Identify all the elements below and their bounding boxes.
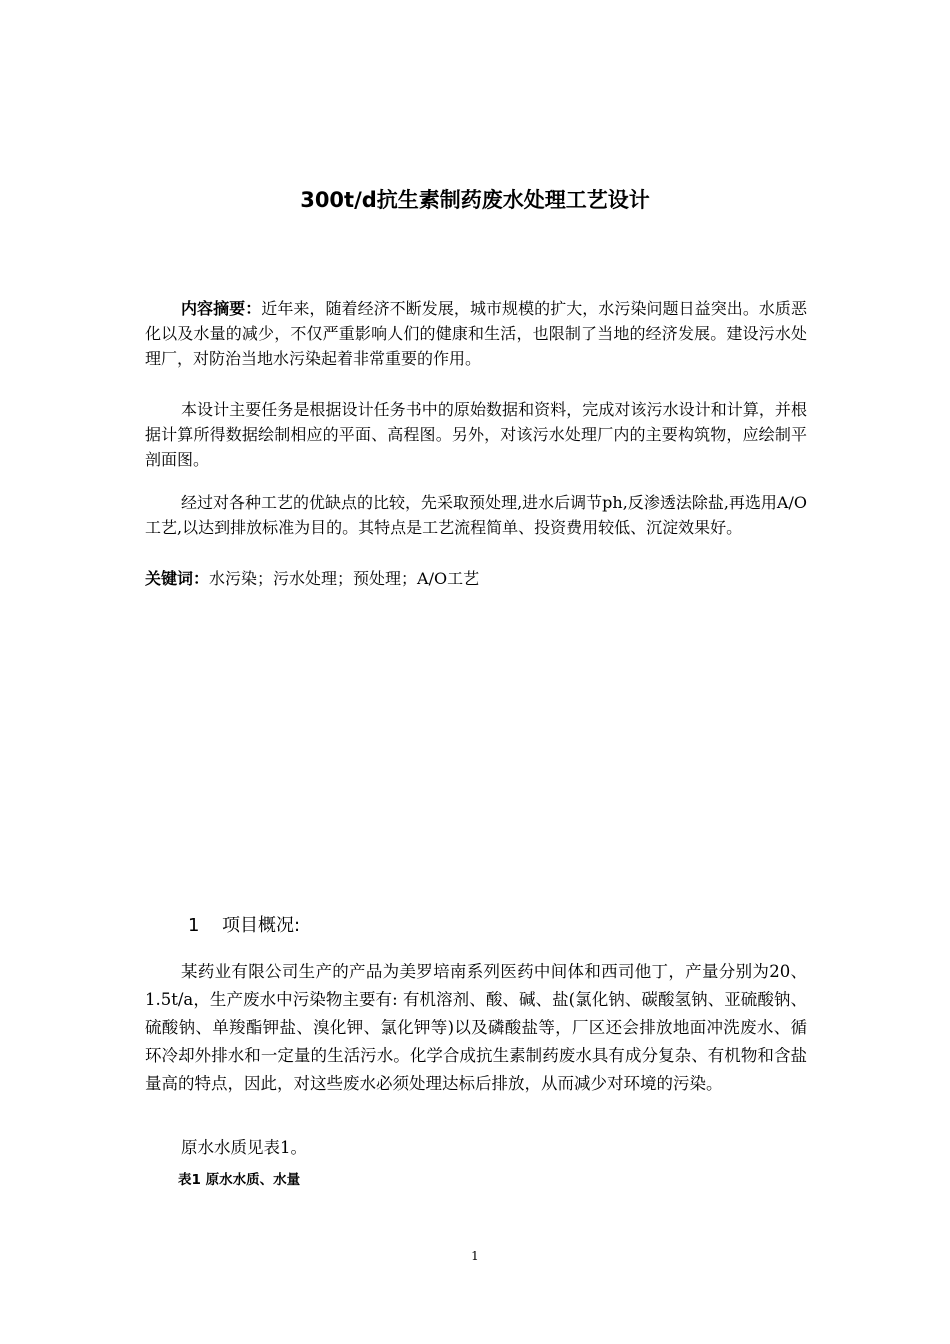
process-selection-paragraph: 经过对各种工艺的优缺点的比较，先采取预处理,进水后调节ph,反渗透法除盐,再选用A/O工艺,以达到排放标准为目的。其特点是工艺流程简单、投资费用较低、沉淀效果好。 [145,493,807,537]
section-title: 项目概况: [222,915,301,936]
design-task-paragraph: 本设计主要任务是根据设计任务书中的原始数据和资料，完成对该污水设计和计算，并根据计算所得数据绘制相应的平面、高程图。另外，对该污水处理厂内的主要构筑物，应绘制平剖面图。 [145,400,807,469]
keywords-line [145,566,807,591]
abstract-label: 内容摘要： [181,299,262,318]
abstract-text: 近年来，随着经济不断发展，城市规模的扩大，水污染问题日益突出。水质恶化以及水量的减少，不仅严重影响人们的健康和生活，也限制了当地的经济发展。建设污水处理厂，对防治当地水污染起着非常重要的作用。 [145,299,807,368]
document-title: 300t/d抗生素制药废水处理工艺设计 [300,188,650,212]
project-overview-paragraph: 某药业有限公司生产的产品为美罗培南系列医药中间体和西司他丁，产量分别为20、1.5t/a，生产废水中污染物主要有: 有机溶剂、酸、碱、盐(氯化钠、碳酸氢钠、亚硫酸钠、硫酸钠、单羧酯钾盐、溴化钾、氯化钾等)以及磷酸盐等，厂区还会排放地面冲洗废水、循环冷却外排水和一定量的生活污水。化学合成抗生素制药废水具有成分复杂、有机物和含盐量高的特点，因此，对这些废水必须处理达标后排放，从而减少对环境的污染。 [145,962,807,1093]
page-number: 1 [471,1249,479,1263]
section-heading [188,912,300,940]
table-caption: 表1 原水水质、水量 [178,1172,301,1188]
table-reference-text: 原水水质见表1。 [181,1138,307,1157]
section-number: 1 [188,915,200,936]
keywords-label: 关键词： [145,569,210,588]
keywords-text: 水污染；污水处理；预处理；A/O工艺 [209,569,480,588]
abstract-paragraph [145,296,807,371]
